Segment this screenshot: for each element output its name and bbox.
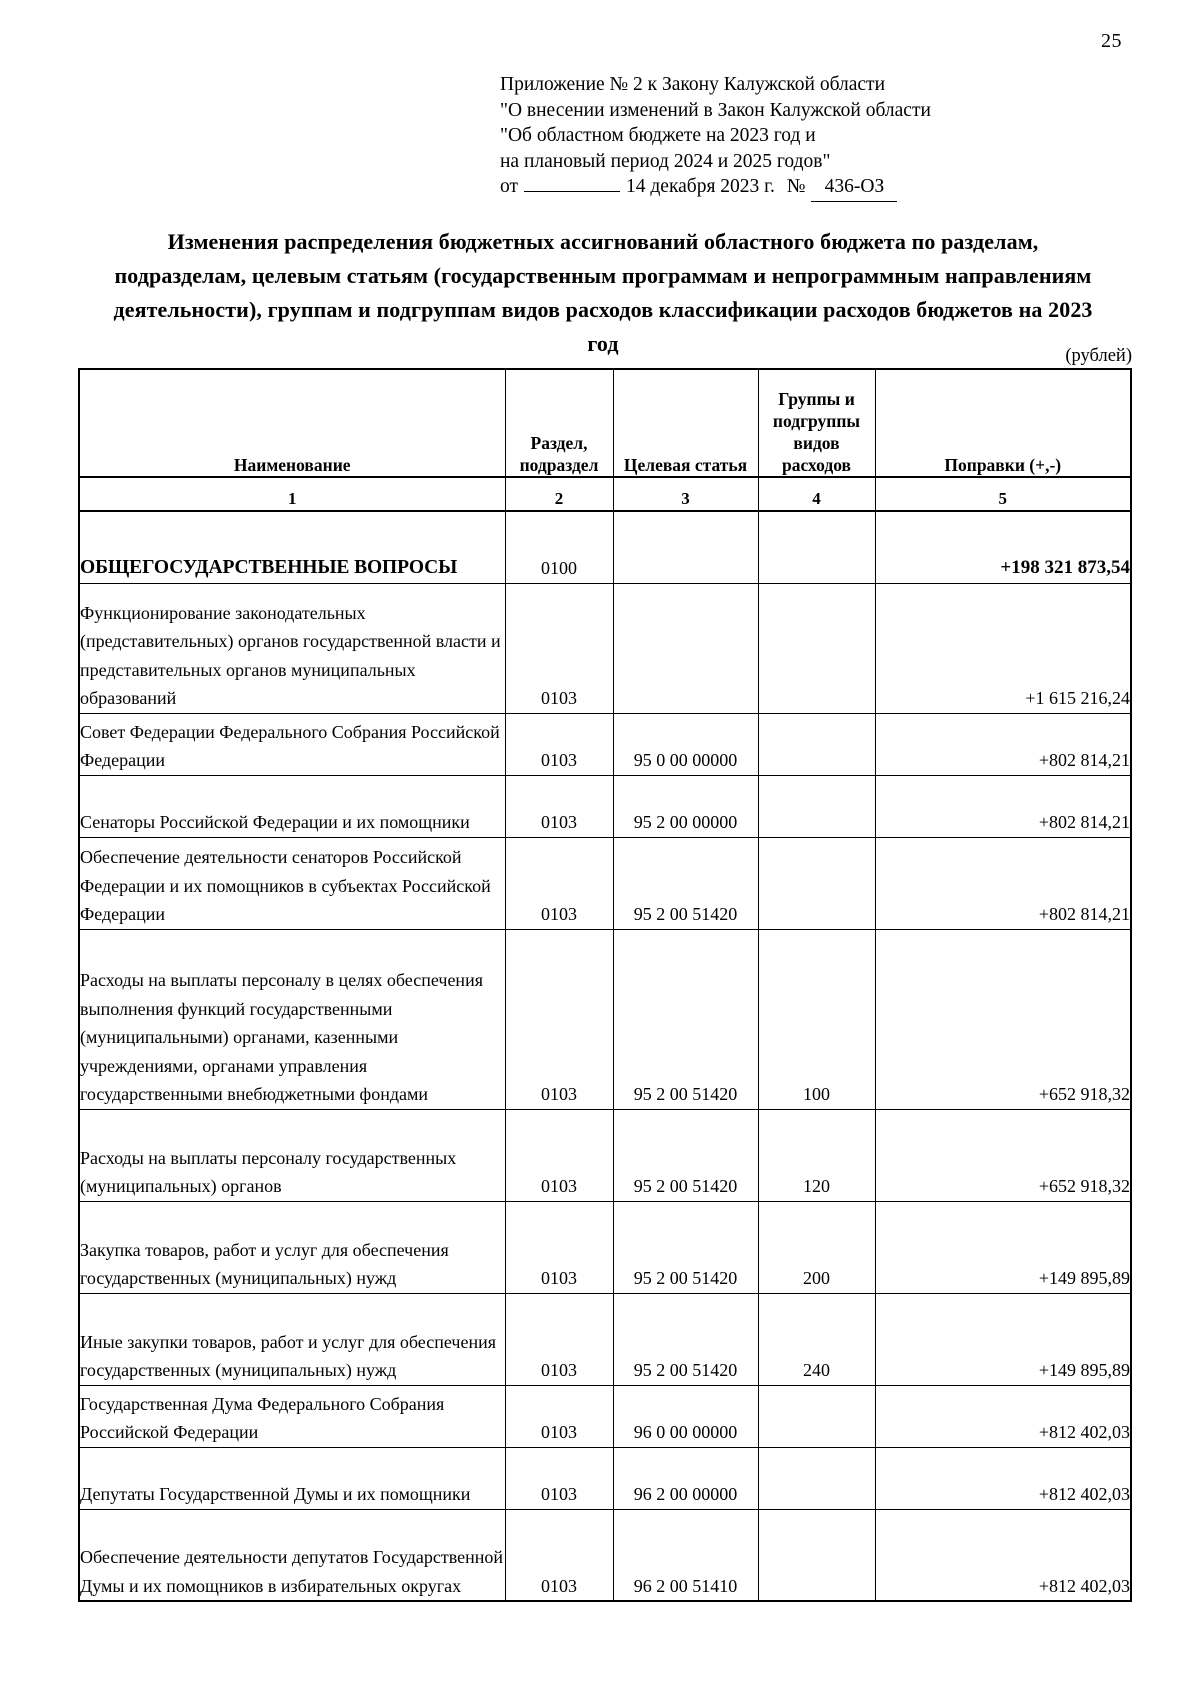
column-number-3: 3 (613, 477, 758, 511)
cell-celevaya-statya: 95 2 00 51420 (613, 1293, 758, 1385)
cell-popravki: +802 814,21 (875, 713, 1131, 775)
law-date: 14 декабря 2023 г. (626, 176, 775, 197)
cell-gruppy-vidov-rashodov (758, 1509, 875, 1601)
column-number-2: 2 (505, 477, 613, 511)
table-row (79, 583, 1131, 713)
table-row (79, 1201, 1131, 1293)
table-row (79, 511, 1131, 583)
from-blank-rule (524, 176, 620, 192)
budget-table (78, 368, 1132, 1602)
razdel-line-1: Раздел, (530, 433, 588, 453)
cell-popravki: +149 895,89 (875, 1201, 1131, 1293)
cell-celevaya-statya: 95 2 00 51420 (613, 837, 758, 929)
cell-razdel: 0103 (505, 775, 613, 837)
cell-gruppy-vidov-rashodov: 120 (758, 1109, 875, 1201)
table-row (79, 1447, 1131, 1509)
cell-razdel: 0103 (505, 1293, 613, 1385)
cell-razdel: 0103 (505, 837, 613, 929)
cell-celevaya-statya (613, 583, 758, 713)
cell-razdel: 0103 (505, 929, 613, 1109)
cell-name: Сенаторы Российской Федерации и их помощники (79, 775, 505, 837)
column-header-gruppy (758, 369, 875, 477)
cell-name: Расходы на выплаты персоналу государственных (муниципальных) органов (79, 1109, 505, 1201)
column-header-popravki: Поправки (+,-) (875, 369, 1131, 477)
currency-note: (рублей) (1065, 346, 1132, 366)
cell-celevaya-statya: 95 0 00 00000 (613, 713, 758, 775)
cell-razdel: 0100 (505, 511, 613, 583)
cell-name: Обеспечение деятельности депутатов Государственной Думы и их помощников в избирательных округах (79, 1509, 505, 1601)
cell-gruppy-vidov-rashodov (758, 1447, 875, 1509)
column-header-razdel (505, 369, 613, 477)
cell-popravki: +1 615 216,24 (875, 583, 1131, 713)
table-header (79, 369, 1131, 511)
appendix-line-1: Приложение № 2 к Закону Калужской области (500, 74, 886, 95)
cell-gruppy-vidov-rashodov (758, 837, 875, 929)
cell-popravki: +198 321 873,54 (875, 511, 1131, 583)
table-row (79, 929, 1131, 1109)
cell-razdel: 0103 (505, 1447, 613, 1509)
cell-razdel: 0103 (505, 583, 613, 713)
cell-popravki: +802 814,21 (875, 837, 1131, 929)
cell-name: Закупка товаров, работ и услуг для обеспечения государственных (муниципальных) нужд (79, 1201, 505, 1293)
cell-name: Совет Федерации Федерального Собрания Российской Федерации (79, 713, 505, 775)
appendix-line-2: "О внесении изменений в Закон Калужской области (500, 99, 931, 121)
table-header-row (79, 369, 1131, 477)
column-header-celevaya-statya: Целевая статья (613, 369, 758, 477)
cell-gruppy-vidov-rashodov (758, 1385, 875, 1447)
cell-name: Обеспечение деятельности сенаторов Российской Федерации и их помощников в субъектах Российской Федерации (79, 837, 505, 929)
cell-razdel: 0103 (505, 1509, 613, 1601)
number-label: № (786, 176, 806, 197)
cell-celevaya-statya (613, 511, 758, 583)
gruppy-line-3: видов (793, 433, 840, 453)
page-number: 25 (1101, 30, 1122, 52)
cell-name: Государственная Дума Федерального Собрания Российской Федерации (79, 1385, 505, 1447)
razdel-line-2: подраздел (519, 455, 599, 475)
table-row (79, 837, 1131, 929)
cell-name: ОБЩЕГОСУДАРСТВЕННЫЕ ВОПРОСЫ (79, 511, 505, 583)
cell-name: Функционирование законодательных (представительных) органов государственной власти и представительных органов муниципальных образований (79, 583, 505, 713)
appendix-reference-block (500, 72, 931, 202)
column-number-1: 1 (79, 477, 505, 511)
cell-popravki: +802 814,21 (875, 775, 1131, 837)
page-title: Изменения распределения бюджетных ассигнований областного бюджета по разделам, подразделам, целевым статьям (государственным программам и непрограммным направлениям деятельности), группам и подгруппам видов расходов классификации расходов бюджетов на 2023 год (113, 229, 1093, 356)
cell-gruppy-vidov-rashodov (758, 511, 875, 583)
cell-celevaya-statya: 95 2 00 51420 (613, 929, 758, 1109)
cell-popravki: +812 402,03 (875, 1385, 1131, 1447)
cell-name: Депутаты Государственной Думы и их помощники (79, 1447, 505, 1509)
cell-popravki: +652 918,32 (875, 929, 1131, 1109)
column-header-name: Наименование (79, 369, 505, 477)
cell-razdel: 0103 (505, 1385, 613, 1447)
cell-gruppy-vidov-rashodov: 200 (758, 1201, 875, 1293)
table-row (79, 1109, 1131, 1201)
cell-gruppy-vidov-rashodov (758, 583, 875, 713)
gruppy-line-4: расходов (782, 455, 851, 475)
cell-celevaya-statya: 95 2 00 51420 (613, 1201, 758, 1293)
table-body (79, 511, 1131, 1601)
budget-table-wrapper (78, 368, 1130, 1602)
cell-name: Расходы на выплаты персоналу в целях обеспечения выполнения функций государственными (муниципальными) органами, казенными учреждениями, органами управления государственными внебюджетными фондами (79, 929, 505, 1109)
cell-celevaya-statya: 95 2 00 51420 (613, 1109, 758, 1201)
cell-razdel: 0103 (505, 713, 613, 775)
cell-razdel: 0103 (505, 1109, 613, 1201)
cell-popravki: +652 918,32 (875, 1109, 1131, 1201)
column-number-5: 5 (875, 477, 1131, 511)
cell-celevaya-statya: 96 0 00 00000 (613, 1385, 758, 1447)
table-row (79, 713, 1131, 775)
table-column-number-row (79, 477, 1131, 511)
cell-gruppy-vidov-rashodov (758, 713, 875, 775)
gruppy-line-1: Группы и (778, 389, 855, 409)
cell-razdel: 0103 (505, 1201, 613, 1293)
table-row (79, 1385, 1131, 1447)
cell-celevaya-statya: 95 2 00 00000 (613, 775, 758, 837)
table-row (79, 1509, 1131, 1601)
cell-popravki: +812 402,03 (875, 1509, 1131, 1601)
cell-name: Иные закупки товаров, работ и услуг для обеспечения государственных (муниципальных) нужд (79, 1293, 505, 1385)
appendix-line-4: на плановый период 2024 и 2025 годов" (500, 150, 831, 172)
cell-popravki: +812 402,03 (875, 1447, 1131, 1509)
cell-gruppy-vidov-rashodov (758, 775, 875, 837)
cell-celevaya-statya: 96 2 00 51410 (613, 1509, 758, 1601)
cell-gruppy-vidov-rashodov: 100 (758, 929, 875, 1109)
column-number-4: 4 (758, 477, 875, 511)
cell-popravki: +149 895,89 (875, 1293, 1131, 1385)
cell-gruppy-vidov-rashodov: 240 (758, 1293, 875, 1385)
appendix-date-row (500, 174, 931, 202)
appendix-line-3: "Об областном бюджете на 2023 год и (500, 125, 816, 146)
gruppy-line-2: подгруппы (772, 411, 861, 431)
table-row (79, 1293, 1131, 1385)
law-number: 436-ОЗ (811, 174, 897, 202)
from-label: от (500, 176, 519, 197)
cell-celevaya-statya: 96 2 00 00000 (613, 1447, 758, 1509)
table-row (79, 775, 1131, 837)
